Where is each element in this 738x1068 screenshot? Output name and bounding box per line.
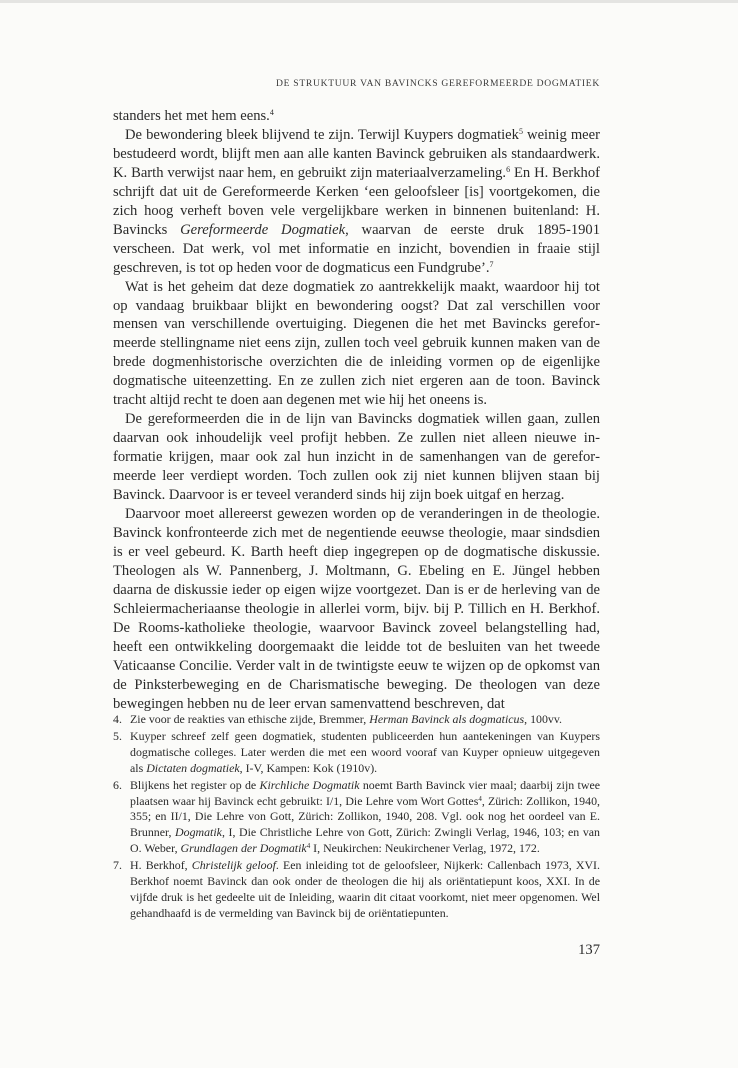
- paragraph-1: De bewondering bleek blijvend te zijn. Terwijl Kuypers dogmatiek$^5$ weinig meer bestudeerd wordt, blijft men aan alle kanten Bavinck gebruiken als standaardwerk. K. Barth verwijst naar hem, en gebruikt zijn materiaalverzameling.$^6$ En H. Berkhof schrijft dat uit de Gereformeerde Kerken ‘een geloofsleer [is] voortgekomen, die zich hoog verheft boven vele vergelijkbare werken in binnenen buitenland: H. Bavincks Gereformeerde Dogmatiek, waarvan de eerste druk 1895-1901 verscheen. Dat werk, vol met informatie en inzicht, bovendien in fraaie stijl geschreven, is tot op heden voor de dogmaticus een Fundgrube’.$^7$: [113, 126, 601, 276]
- running-header: DE STRUKTUUR VAN BAVINCKS GEREFORMEERDE DOGMATIEK: [276, 78, 600, 89]
- paragraph-2: Wat is het geheim dat deze dogmatiek zo aantrekkelijk maakt, waardoor hij tot op vandaag bruikbaar blijkt en bewondering oogst? Dat zal verschillen voor mensen van verschillende overtuiging. Diegenen die het met Bavincks gereformeerde stellingname niet eens zijn, zullen toch veel gebruik kunnen maken van de brede dogmenhistorische overzichten die de inleiding vormen op de eigenlijke dogmatische uiteenzetting. En ze zullen zich niet ergeren aan de toon. Bavinck tracht altijd recht te doen aan degenen met wie hij het oneens is.: [113, 278, 600, 409]
- footnote-4: 4. Zie voor de reakties van ethische zijde, Bremmer, Herman Bavinck als dogmaticus, 100vv.: [113, 712, 562, 726]
- footnote-ref: 7: [489, 259, 494, 269]
- paragraph-3: De gereformeerden die in de lijn van Bavincks dogmatiek willen gaan, zullen daarvan ook inhoudelijk veel profijt hebben. Ze zullen niet alleen nieuwe informatie krijgen, maar ook zal hun inzicht in de samenhangen van de gereformeerde leer verdiept worden. Toch zullen ook zij niet kunnen blijven staan bij Bavinck. Daarvoor is er teveel veranderd sinds hij zijn boek uitgaf en herzag.: [113, 411, 600, 504]
- page-number: 137: [578, 942, 600, 958]
- paragraph-4: Daarvoor moet allereerst gewezen worden op de veranderingen in de theologie. Bavinck konfronteerde zich met de negentiende eeuwse theologie, maar sindsdien is er veel gebeurd. K. Barth heeft diep ingegrepen op de dogmatische diskussie. Theologen als W. Pannenberg, J. Moltmann, G. Ebeling en E. Jüngel hebben daarna de diskussie ieder op eigen wijze voortgezet. Dan is er de herleving van de Schleiermacheriaanse theologie in allerlei vorm, bijv. bij P. Tillich en H. Berkhof. De Rooms-katholieke theologie, waarvoor Bavinck zoveel belangstelling had, heeft een ontwikkeling doorgemaakt die leidde tot de besluiten van het tweede Vaticaanse Concilie. Verder valt in de twintigste eeuw te wijzen op de opkomst van de Pinksterbeweging en de Charismatische beweging. De theologen van deze bewegingen hebben nu de leer ervan samenvattend beschreven, dat: [113, 506, 600, 712]
- footnote-6: 6. Blijkens het register op de Kirchliche Dogmatik noemt Barth Bavinck vier maal; daarbij zijn twee plaatsen waar hij Bavinck echt gebruikt: I/1, Die Lehre vom Wort Gottes$^4$, Zürich: Zollikon, 1940, 355; en II/1, Die Lehre von Gott, Zürich: Zollikon, 1940, 208. Vgl. ook nog het oordeel van E. Brunner, Dogmatik, I, Die Christliche Lehre von Gott, Zürich: Zwingli Verlag, 1946, 103; en van O. Weber, Grundlagen der Dogmatik$^4$ I, Neukirchen: Neukirchener Verlag, 1972, 172.: [113, 777, 600, 856]
- footnote-ref: 4: [269, 108, 274, 117]
- footnote-ref: 5: [518, 126, 523, 136]
- scan-top-edge: [0, 0, 738, 3]
- paragraph-0: standers het met hem eens.$^4$: [113, 108, 274, 124]
- body-text: [113, 107, 600, 714]
- footnote-5: 5. Kuyper schreef zelf geen dogmatiek, studenten publiceerden hun aantekeningen van Kuypers dogmatische colleges. Later werden die met een woord vooraf van Kuyper opnieuw uitgegeven als Dictaten dogmatiek, I-V, Kampen: Kok (1910v).: [113, 728, 600, 775]
- book-title: Gereformeerde Dogmatiek: [180, 221, 346, 238]
- footnote-ref: 6: [506, 164, 511, 174]
- footnote-7: 7. H. Berkhof, Christelijk geloof. Een inleiding tot de geloofsleer, Nijkerk: Callenbach 1973, XVI. Berkhof noemt Bavinck dan ook onder de theologen die hij als oriëntatiepunt koos, XXI. In de vijfde druk is het gedeelte uit de Inleiding, waarin dit citaat voorkomt, niet meer opgenomen. Wel gehandhaafd is de vermelding van Bavinck bij de oriëntatiepunten.: [113, 858, 600, 920]
- footnotes: [113, 712, 600, 923]
